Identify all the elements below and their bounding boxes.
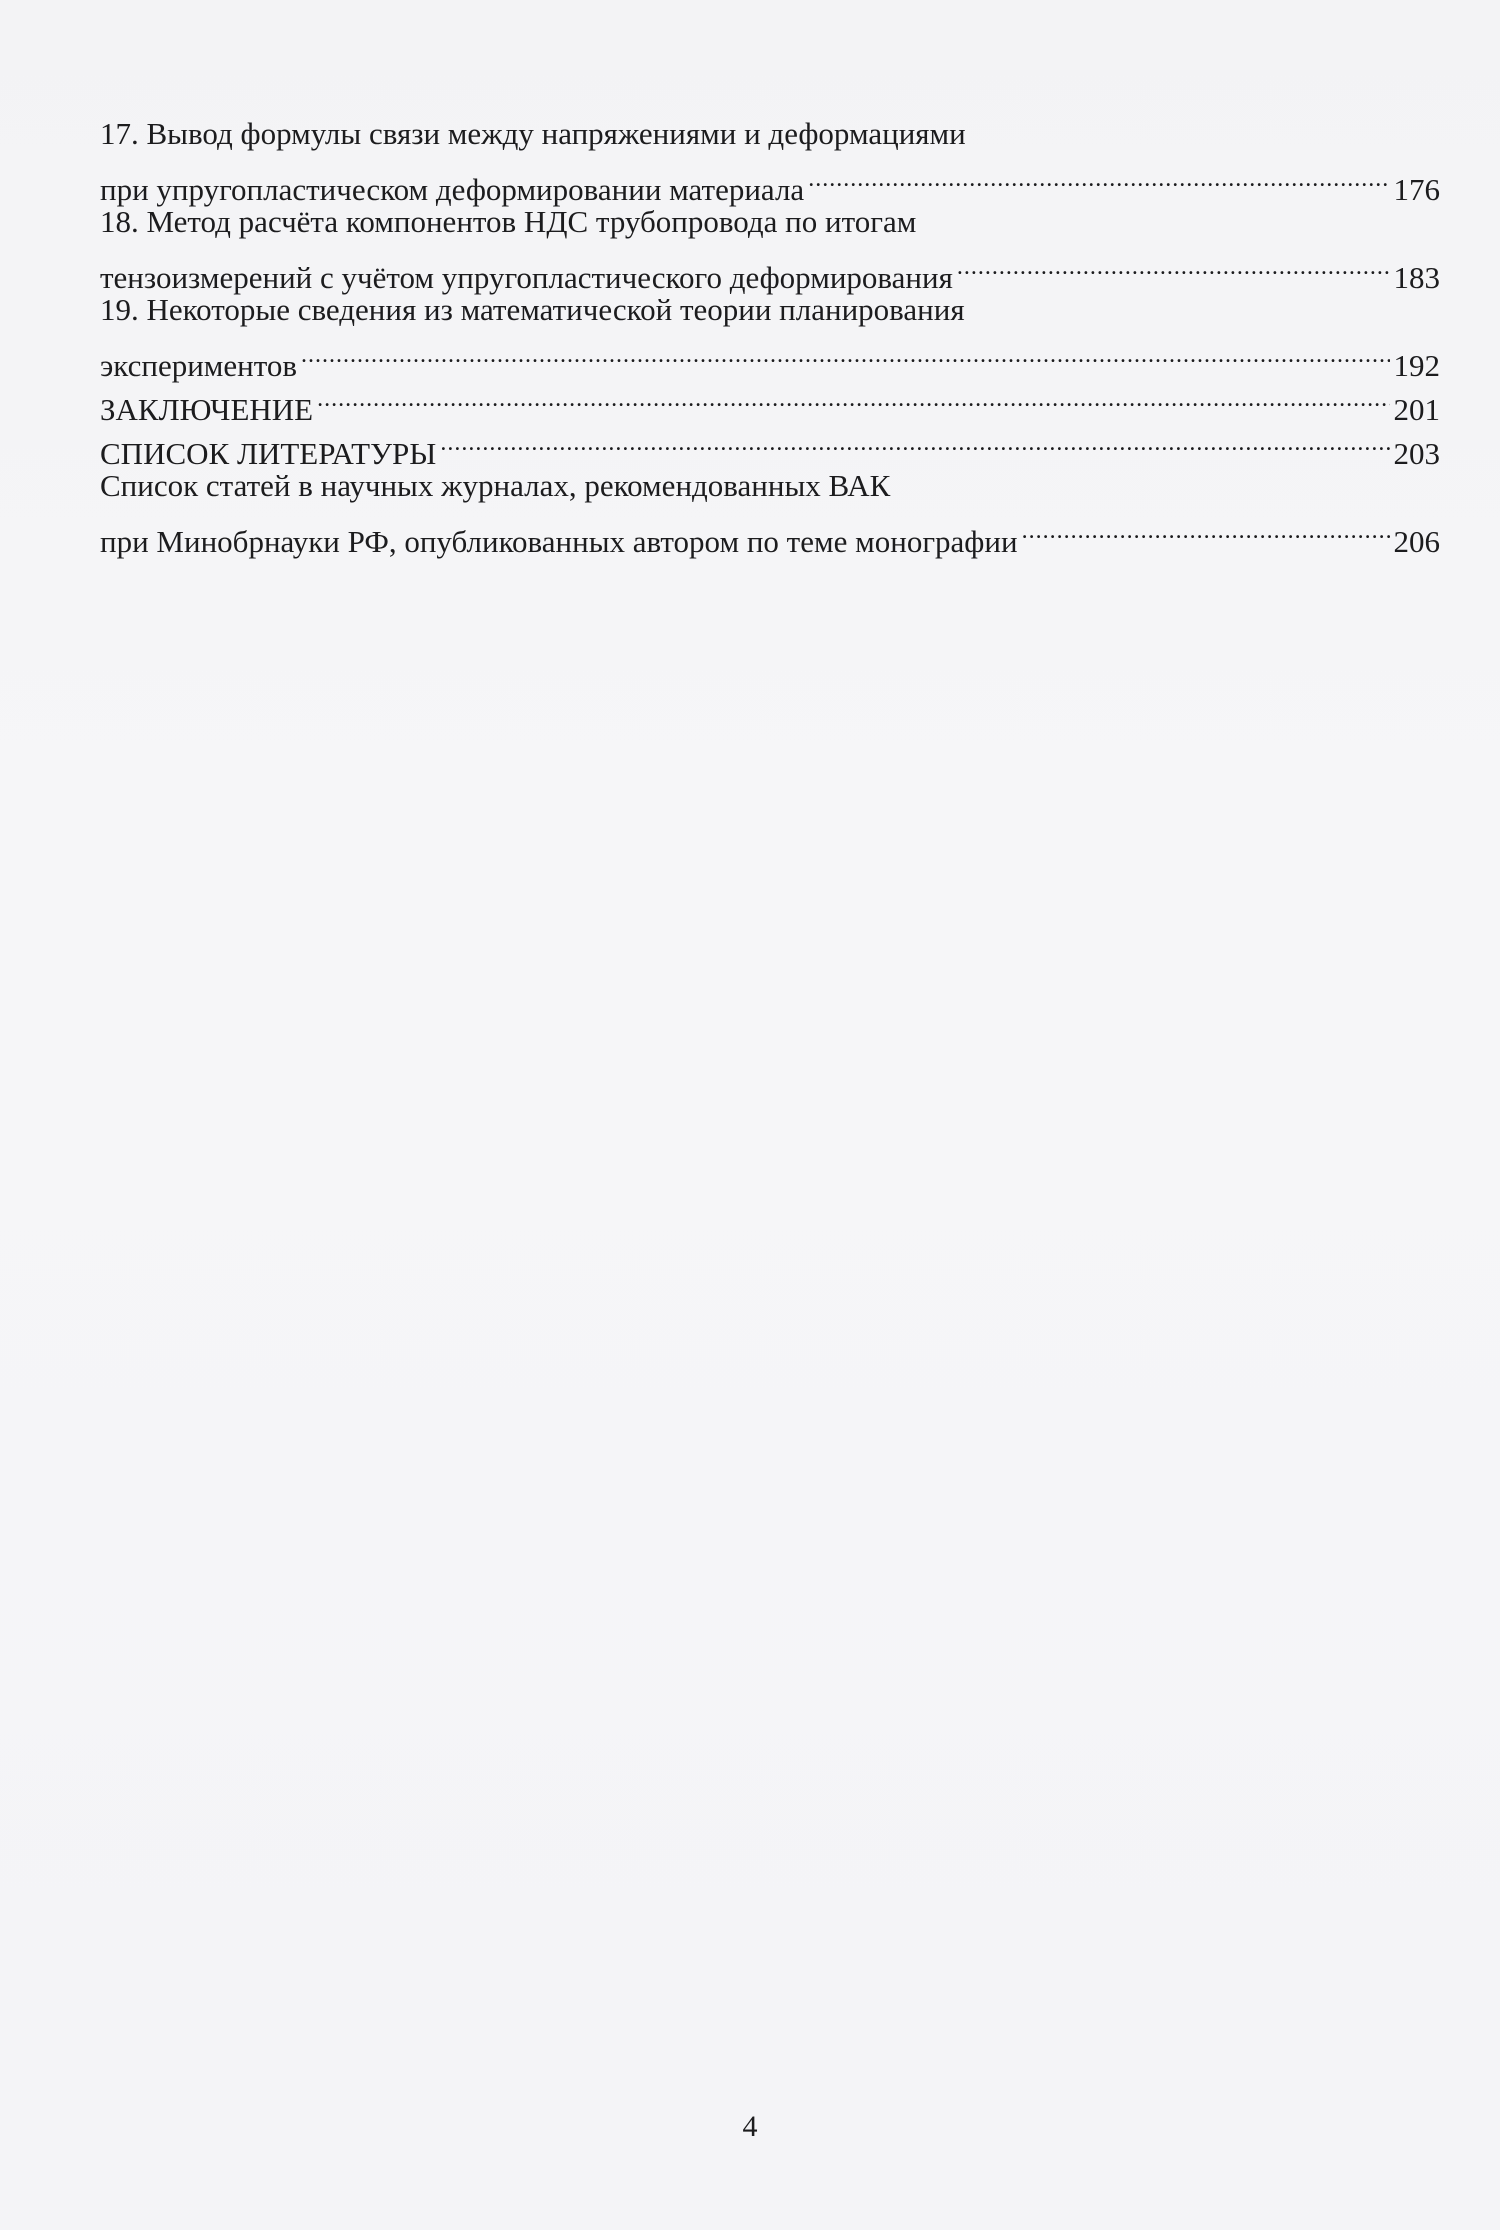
toc-entry-title: ЗАКЛЮЧЕНИЕ — [100, 392, 314, 427]
dot-leader — [957, 244, 1390, 288]
toc-entry-title-continued: при Минобрнауки РФ, опубликованных автором по теме монографии — [100, 524, 1018, 559]
page-number: 4 — [742, 2110, 758, 2143]
toc-entry-title-continued: экспериментов — [100, 348, 298, 383]
toc-entry-18 — [100, 200, 1440, 295]
dot-leader — [317, 376, 1389, 420]
toc-entry-title: 19. Некоторые сведения из математической теории планирования — [100, 292, 965, 327]
toc-entry-title: 17. Вывод формулы связи между напряжениями и деформациями — [100, 116, 966, 151]
toc-entry-articles — [100, 464, 1440, 559]
toc-page-number: 192 — [1393, 348, 1440, 383]
toc-page-number: 176 — [1393, 172, 1440, 207]
dot-leader — [301, 332, 1389, 376]
toc-page-number: 183 — [1393, 260, 1440, 295]
toc-entry-17 — [100, 112, 1440, 207]
toc-entry-title: 18. Метод расчёта компонентов НДС трубопровода по итогам — [100, 204, 917, 239]
table-of-contents — [100, 112, 1440, 559]
toc-page-number: 206 — [1393, 524, 1440, 559]
toc-entry-19 — [100, 288, 1440, 383]
dot-leader — [1022, 508, 1390, 552]
toc-page-number: 201 — [1393, 392, 1440, 427]
toc-entry-title-continued: при упругопластическом деформировании материала — [100, 172, 805, 207]
toc-entry-conclusion — [100, 376, 1440, 427]
dot-leader — [440, 420, 1389, 464]
toc-page-number: 203 — [1393, 436, 1440, 471]
dot-leader — [808, 156, 1389, 200]
toc-entry-title: СПИСОК ЛИТЕРАТУРЫ — [100, 436, 437, 471]
toc-entry-title-continued: тензоизмерений с учётом упругопластического деформирования — [100, 260, 953, 295]
toc-entry-title: Список статей в научных журналах, рекомендованных ВАК — [100, 468, 891, 503]
